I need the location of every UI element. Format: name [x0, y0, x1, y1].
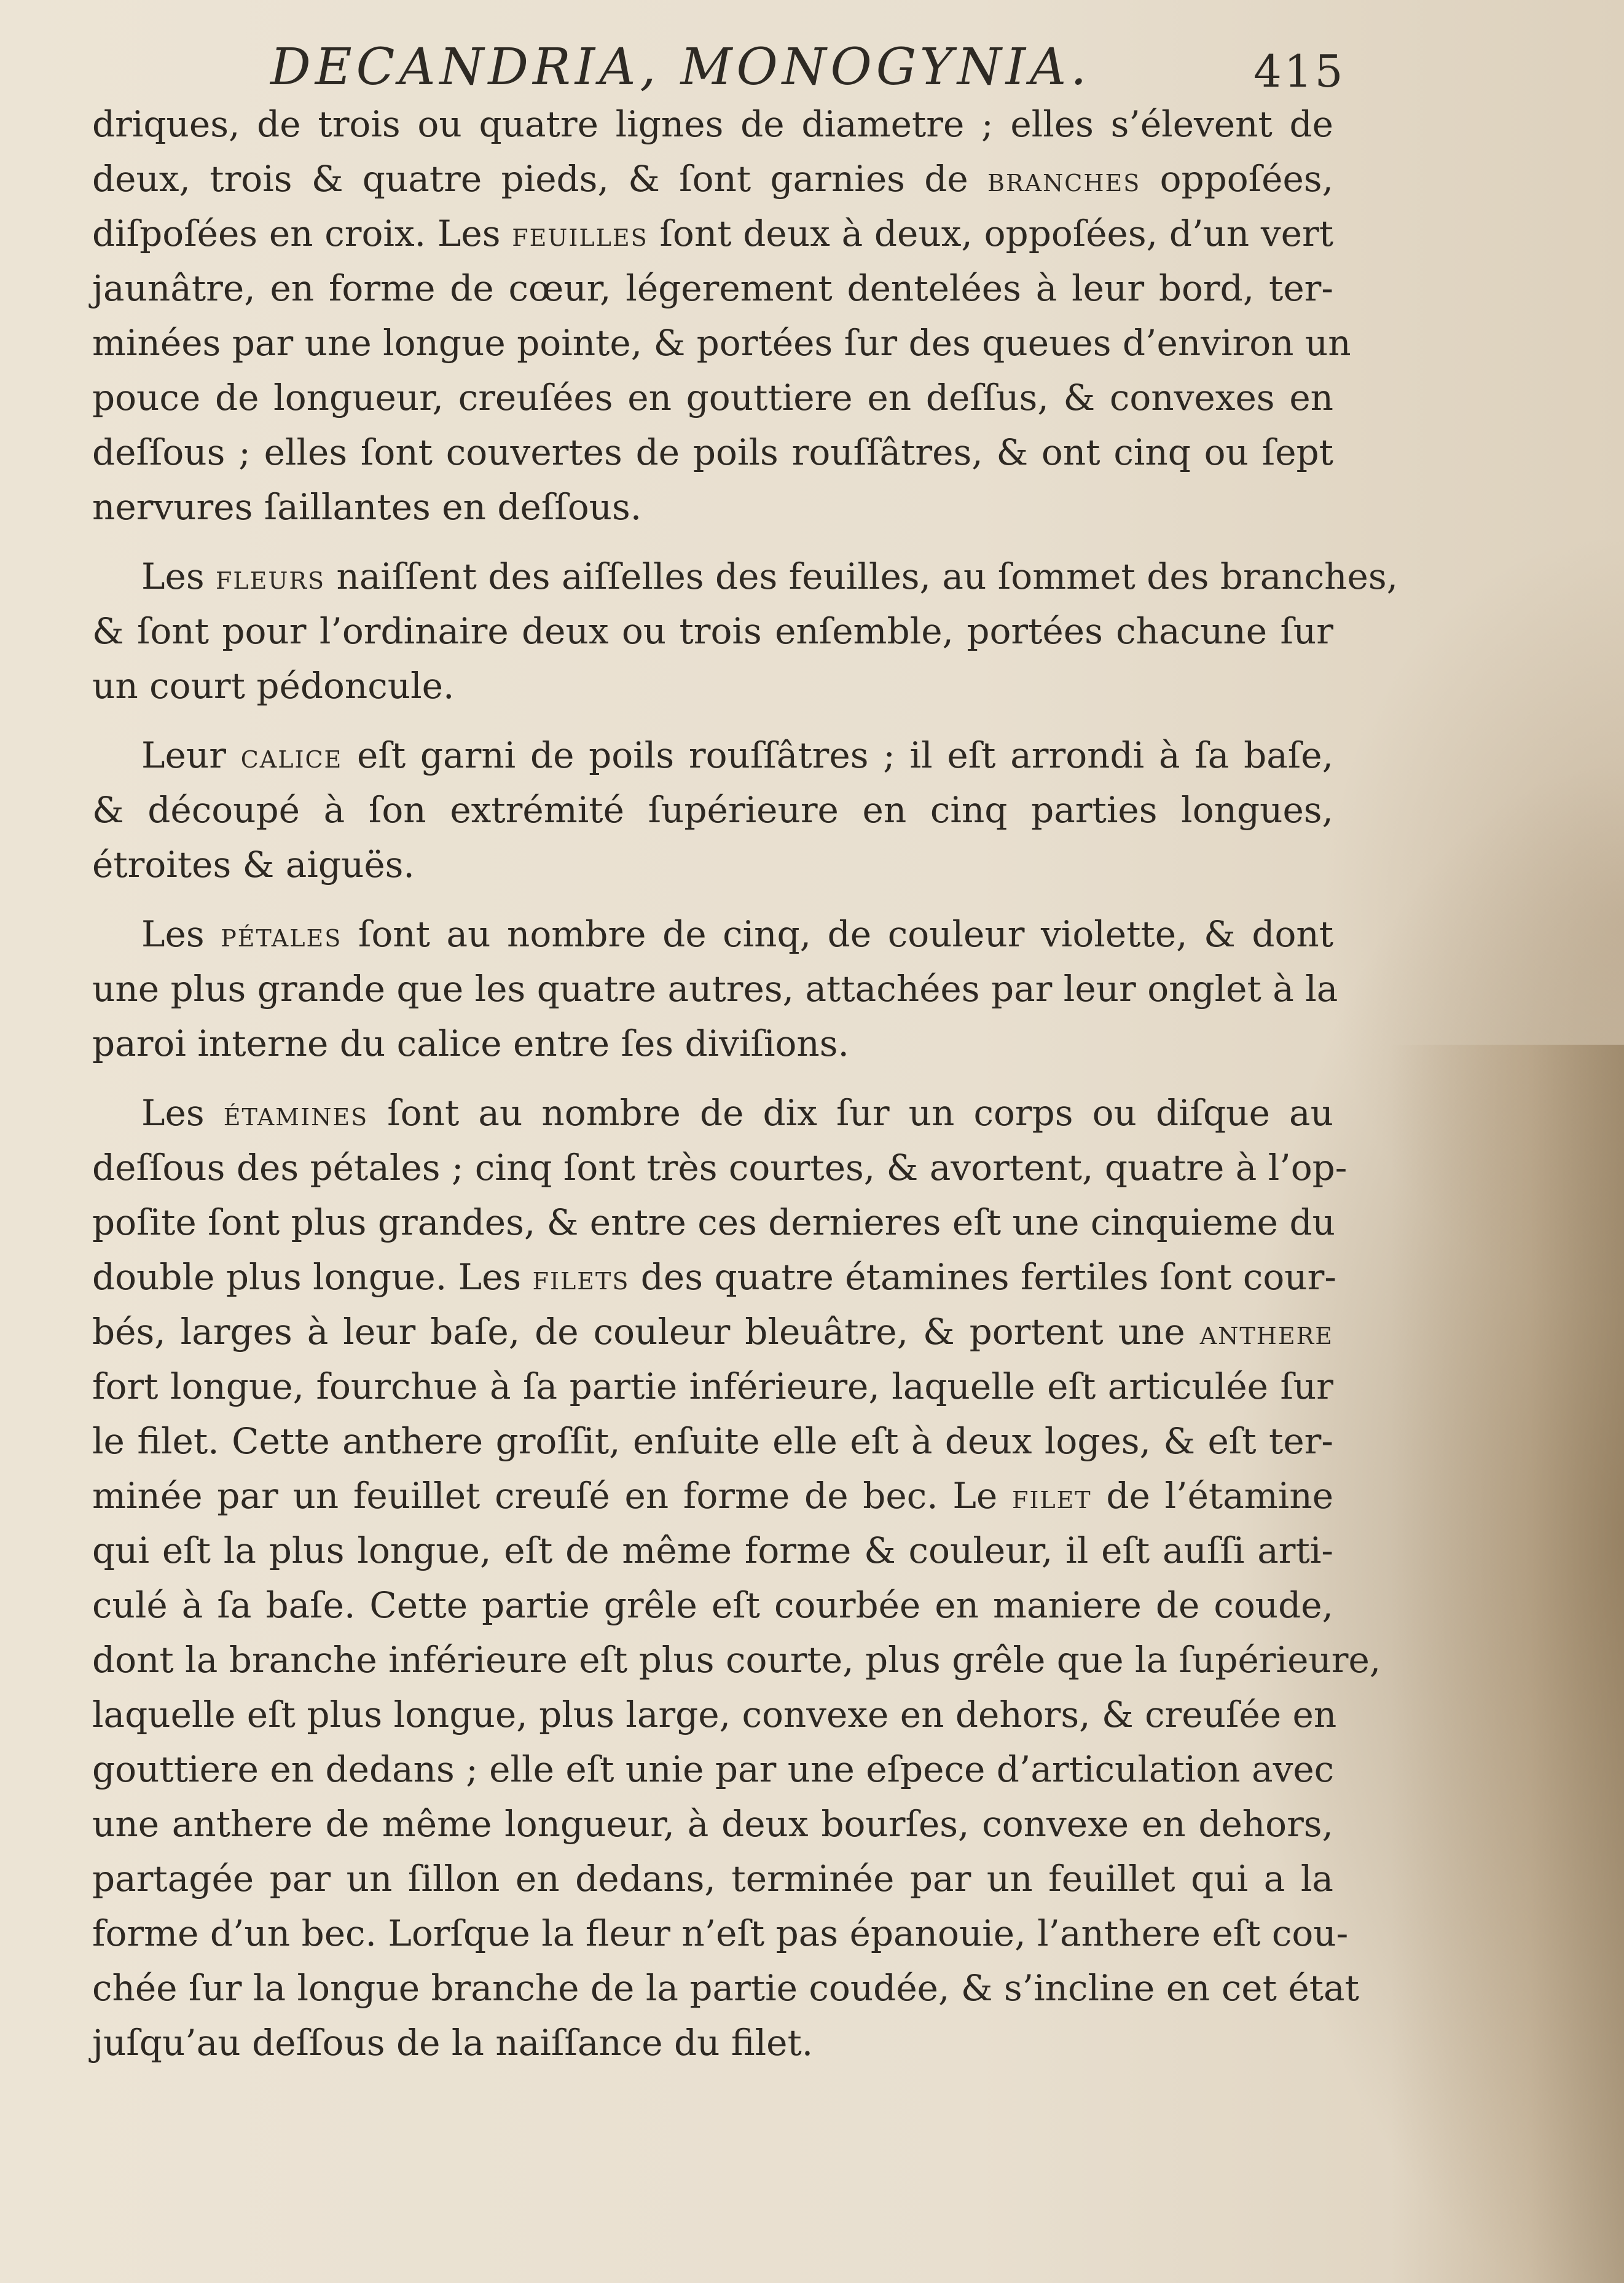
smallcaps-term: étamines: [223, 1094, 369, 1133]
text-line: minée par un feuillet creuſé en forme de bec. Le filet de l’étamine: [92, 1475, 1334, 1517]
smallcaps-term: branches: [987, 160, 1141, 199]
text-line: le filet. Cette anthere groſſit, enſuite elle eſt à deux loges, & eſt ter-: [92, 1420, 1333, 1462]
smallcaps-term: feuilles: [512, 215, 648, 254]
text-line: Les fleurs naiſſent des aiſſelles des feuilles, au ſommet des branches,: [141, 556, 1398, 597]
text-line: partagée par un ſillon en dedans, terminée par un feuillet qui a la: [92, 1858, 1333, 1900]
page-stain: [1391, 1045, 1624, 2283]
smallcaps-term: anthere: [1199, 1313, 1333, 1352]
text-line: qui eſt la plus longue, eſt de même forme & couleur, il eſt auſſi arti-: [92, 1530, 1333, 1571]
text-line: deſſous ; elles ſont couvertes de poils rouſſâtres, & ont cinq ou ſept: [92, 431, 1333, 473]
smallcaps-term: calice: [240, 737, 343, 776]
text-line: une anthere de même longueur, à deux bourſes, convexe en dehors,: [92, 1803, 1333, 1845]
running-title: DECANDRIA, MONOGYNIA.: [270, 38, 1091, 96]
text-line: pouce de longueur, creuſées en gouttiere en deſſus, & convexes en: [92, 377, 1333, 418]
text-line: poſite ſont plus grandes, & entre ces dernieres eſt une cinquieme du: [92, 1201, 1335, 1243]
text-line: paroi interne du calice entre ſes diviſions.: [92, 1023, 849, 1064]
smallcaps-term: fleurs: [216, 558, 326, 597]
text-line: bés, larges à leur baſe, de couleur bleuâtre, & portent une anthere: [92, 1311, 1333, 1353]
text-line: un court pédoncule.: [92, 665, 455, 707]
smallcaps-term: filets: [532, 1259, 630, 1297]
text-line: minées par une longue pointe, & portées ſur des queues d’environ un: [92, 322, 1351, 364]
text-line: double plus longue. Les filets des quatre étamines fertiles ſont cour-: [92, 1256, 1336, 1298]
text-line: Les pétales ſont au nombre de cinq, de couleur violette, & dont: [141, 913, 1334, 955]
text-line: chée ſur la longue branche de la partie coudée, & s’incline en cet état: [92, 1967, 1359, 2009]
text-line: deux, trois & quatre pieds, & ſont garnies de branches oppoſées,: [92, 158, 1334, 200]
text-line: & découpé à ſon extrémité ſupérieure en cinq parties longues,: [92, 789, 1333, 831]
text-line: driques, de trois ou quatre lignes de diametre ; elles s’élevent de: [92, 103, 1333, 145]
smallcaps-term: filet: [1011, 1477, 1092, 1516]
smallcaps-term: pétales: [221, 916, 342, 954]
text-line: laquelle eſt plus longue, plus large, convexe en dehors, & creuſée en: [92, 1694, 1337, 1735]
text-line: gouttiere en dedans ; elle eſt unie par une eſpece d’articulation avec: [92, 1748, 1335, 1790]
text-line: nervures ſaillantes en deſſous.: [92, 486, 642, 528]
text-line: culé à ſa baſe. Cette partie grêle eſt courbée en maniere de coude,: [92, 1584, 1333, 1626]
text-line: Leur calice eſt garni de poils rouſſâtres ; il eſt arrondi à ſa baſe,: [141, 734, 1334, 776]
text-line: deſſous des pétales ; cinq ſont très courtes, & avortent, quatre à l’op-: [92, 1147, 1347, 1189]
text-line: forme d’un bec. Lorſque la fleur n’eſt pas épanouie, l’anthere eſt cou-: [92, 1912, 1349, 1954]
text-line: dont la branche inférieure eſt plus courte, plus grêle que la ſupérieure,: [92, 1639, 1381, 1681]
text-line: juſqu’au deſſous de la naiſſance du filet.: [92, 2022, 814, 2064]
text-line: étroites & aiguës.: [92, 844, 415, 886]
page-number: 415: [1253, 45, 1346, 97]
text-line: Les étamines ſont au nombre de dix ſur un corps ou diſque au: [141, 1092, 1333, 1134]
text-line: diſpoſées en croix. Les feuilles ſont deux à deux, oppoſées, d’un vert: [92, 213, 1333, 254]
text-line: une plus grande que les quatre autres, attachées par leur onglet à la: [92, 968, 1338, 1010]
text-line: fort longue, fourchue à ſa partie inférieure, laquelle eſt articulée ſur: [92, 1365, 1333, 1407]
body-text: [92, 97, 1398, 2070]
text-line: jaunâtre, en forme de cœur, légerement dentelées à leur bord, ter-: [92, 267, 1333, 309]
text-line: & ſont pour l’ordinaire deux ou trois enſemble, portées chacune ſur: [92, 610, 1333, 652]
